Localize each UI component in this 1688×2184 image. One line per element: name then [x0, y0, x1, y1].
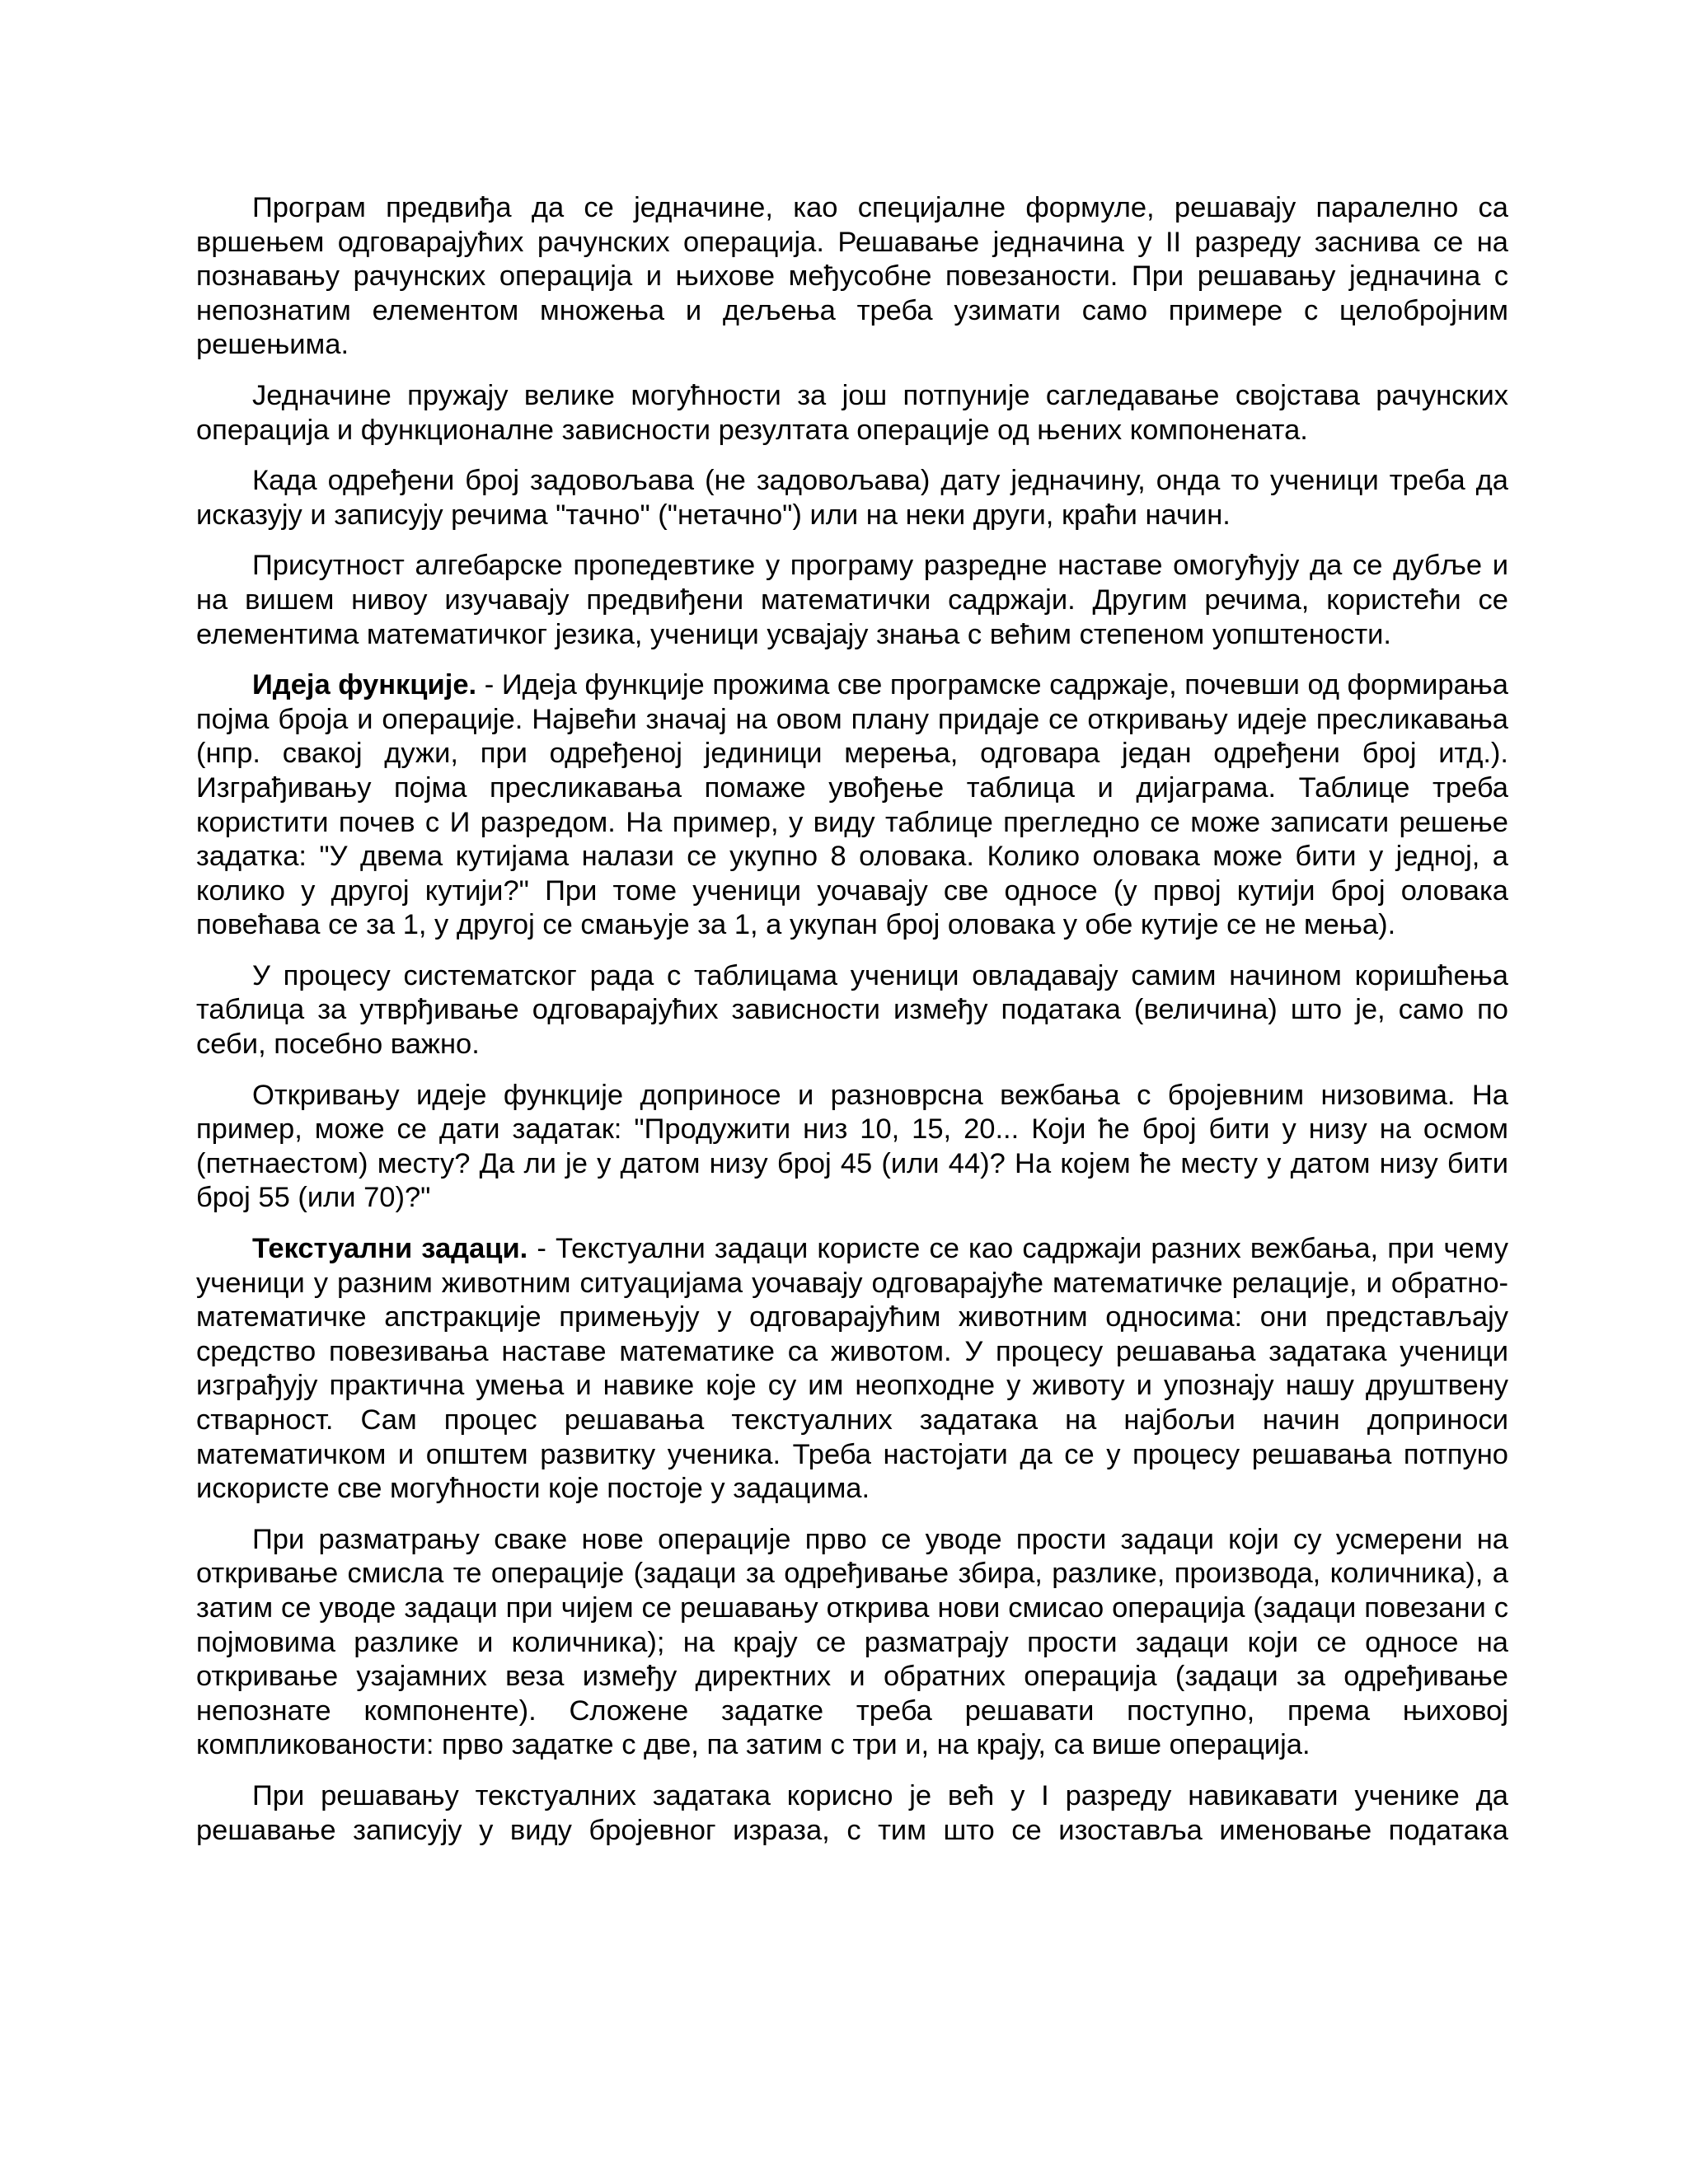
paragraph-text: - Идеја функције прожима све програмске садржаје, почевши од формирања појма броја и операције. Највећи значај на овом плану придаје се откривању идеје пресликавања (нпр. свакој дужи, при одређеној јединици мерења, одговара један одређени број итд.). Изграђивању појма пресликавања помаже увођење таблица и дијаграма. Таблице треба користити почев с И разредом. На пример, у виду таблице прегледно се може записати решење задатка: "У двема кутијама налази се укупно 8 оловака. Колико оловака може бити у једној, а колико у другој кутији?" При томе ученици уочавају све односе (у првој кутији број оловака повећава се за 1, у другој се смањује за 1, а укупан број оловака у обе кутије се не мења).	[196, 669, 1508, 941]
paragraph-new-operations	[196, 1523, 1508, 1763]
paragraph-text: - Текстуални задаци користе се као садржаји разних вежбања, при чему ученици у разним животним ситуацијама уочавају одговарајуће математичке релације, и обратно-математичке апстракције примењују у одговарајућим животним односима: они представљају средство повезивања наставе математике са животом. У процесу решавања задатака ученици изграђују практична умења и навике које су им неопходне у животу и упознају нашу друштвену стварност. Сам процес решавања текстуалних задатака на најбољи начин доприноси математичком и општем развитку ученика. Треба настојати да се у процесу решавања потпуно искористе све могућности које постоје у задацима.	[196, 1233, 1508, 1505]
paragraph-true-false	[196, 464, 1508, 532]
paragraph-equations-possibilities	[196, 379, 1508, 448]
paragraph-text: Једначине пружају велике могућности за још потпуније сагледавање својстава рачунских операција и функционалне зависности резултата операције од њених компонената.	[196, 379, 1508, 446]
paragraph-equations-program	[196, 191, 1508, 363]
paragraph-numeric-expression	[196, 1779, 1508, 1848]
paragraph-text: У процесу систематског рада с таблицама ученици овладавају самим начином коришћења таблица за утврђивање одговарајућих зависности између података (величина) што је, само по себи, посебно важно.	[196, 959, 1508, 1061]
paragraph-tables-work	[196, 959, 1508, 1062]
paragraph-text: При разматрању сваке нове операције прво се уводе прости задаци који су усмерени на откривање смисла те операције (задаци за одређивање збира, разлике, производа, количника), а затим се уводе задаци при чијем се решавању открива нови смисао операција (задаци повезани с појмовима разлике и количника); на крају се разматрају прости задаци који се односе на откривање узајамних веза између директних и обратних операција (задаци за одређивање непознате компоненте). Сложене задатке треба решавати поступно, према њиховој компликованости: прво задатке с две, па затим с три и, на крају, са више операција.	[196, 1523, 1508, 1761]
paragraph-text: Присутност алгебарске пропедевтике у програму разредне наставе омогућују да се дубље и на вишем нивоу изучавају предвиђени математички садржаји. Другим речима, користећи се елементима математичког језика, ученици усвајају знања с већим степеном уопштености.	[196, 550, 1508, 650]
section-heading-text-problems: Текстуални задаци.	[252, 1233, 528, 1265]
paragraph-algebra-propaedeutics	[196, 549, 1508, 652]
paragraph-text: При решавању текстуалних задатака корисно је већ у I разреду навикавати ученике да решавање записују у виду бројевног израза, с тим што се изоставља именовање података	[196, 1779, 1508, 1846]
paragraph-number-sequences	[196, 1079, 1508, 1216]
paragraph-text: Када одређени број задовољава (не задовољава) дату једначину, онда то ученици треба да исказују и записују речима "тачно" ("нетачно") или на неки други, краћи начин.	[196, 465, 1508, 531]
paragraph-text-problems	[196, 1232, 1508, 1507]
document-page	[196, 191, 1508, 1864]
paragraph-text: Програм предвиђа да се једначине, као специјалне формуле, решавају паралелно са вршењем одговарајућих рачунских операција. Решавање једначина у II разреду заснива се на познавању рачунских операција и њихове међусобне повезаности. При решавању једначина с непознатим елементом множења и дељења треба узимати само примере с целобројним решењима.	[196, 192, 1508, 361]
section-heading-function-idea: Идеја функције.	[252, 669, 477, 701]
paragraph-function-idea	[196, 668, 1508, 943]
paragraph-text: Откривању идеје функције доприносе и разноврсна вежбања с бројевним низовима. На пример, може се дати задатак: "Продужити низ 10, 15, 20... Који ће број бити у низу на осмом (петнаестом) месту? Да ли је у датом низу број 45 (или 44)? На којем ће месту у датом низу бити број 55 (или 70)?"	[196, 1079, 1508, 1214]
